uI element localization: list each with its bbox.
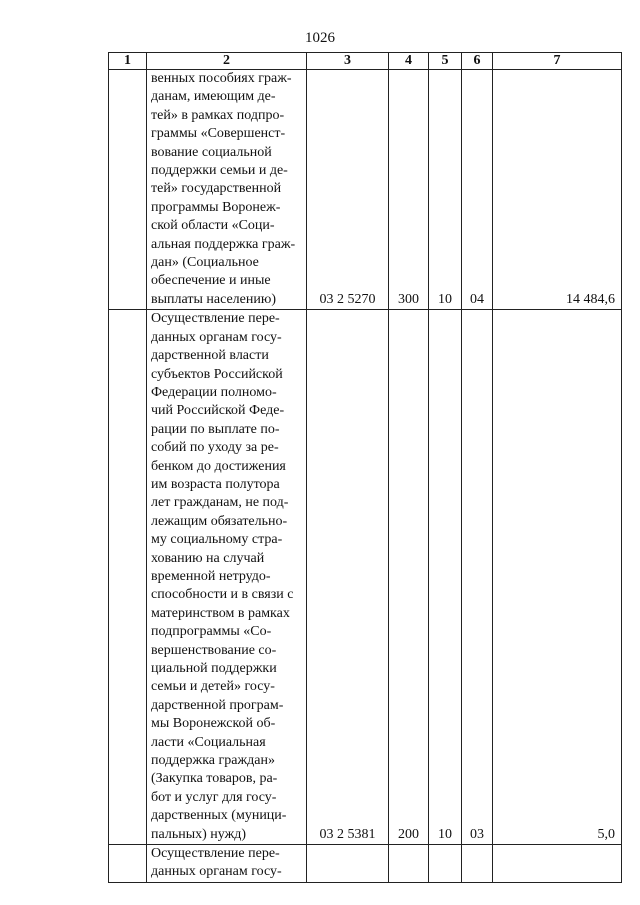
header-row: [109, 53, 622, 70]
cell-col5: [429, 845, 462, 883]
table-row: [109, 845, 622, 883]
cell-code: 03 2 5270: [307, 70, 389, 310]
cell-col1: [109, 845, 147, 883]
cell-amount: 14 484,6: [493, 70, 622, 310]
table-row: [109, 70, 622, 310]
cell-description: Осуществление пере- данных органам госу-: [147, 845, 307, 883]
header-col-4: 4: [389, 53, 429, 70]
header-col-5: 5: [429, 53, 462, 70]
cell-col6: [462, 845, 493, 883]
cell-col6: 03: [462, 310, 493, 845]
header-col-7: 7: [493, 53, 622, 70]
cell-amount: [493, 845, 622, 883]
cell-description: Осуществление пере- данных органам госу- дарственной власти субъектов Российской Федерации полномо- чий Российской Феде- рации по выплате по- собий по уходу за ре- бенком до достижения им возраста полутора лет гражданам, не под- лежащим обязательно- му социальному стра- хованию на случай временной нетрудо- способности и в связи с материнством в рамках подпрограммы «Со- вершенствование со- циальной поддержки семьи и детей» госу- дарственной програм- мы Воронежской об- ласти «Социальная поддержка граждан» (Закупка товаров, ра- бот и услуг для госу- дарственных (муници- пальных) нужд): [147, 310, 307, 845]
header-col-3: 3: [307, 53, 389, 70]
header-col-6: 6: [462, 53, 493, 70]
cell-amount: 5,0: [493, 310, 622, 845]
cell-col1: [109, 310, 147, 845]
cell-col4: [389, 845, 429, 883]
table-row: [109, 310, 622, 845]
cell-col5: 10: [429, 310, 462, 845]
cell-col4: 300: [389, 70, 429, 310]
header-col-1: 1: [109, 53, 147, 70]
cell-col1: [109, 70, 147, 310]
cell-code: 03 2 5381: [307, 310, 389, 845]
header-col-2: 2: [147, 53, 307, 70]
cell-col6: 04: [462, 70, 493, 310]
budget-table: [108, 52, 622, 883]
cell-col4: 200: [389, 310, 429, 845]
page-number: 1026: [305, 30, 335, 46]
cell-description: венных пособиях граж- данам, имеющим де- тей» в рамках подпро- граммы «Совершенст- вование социальной поддержки семьи и де- тей» государственной программы Воронеж- ской области «Соци- альная поддержка граж- дан» (Социальное обеспечение и иные выплаты населению): [147, 70, 307, 310]
cell-code: [307, 845, 389, 883]
cell-col5: 10: [429, 70, 462, 310]
